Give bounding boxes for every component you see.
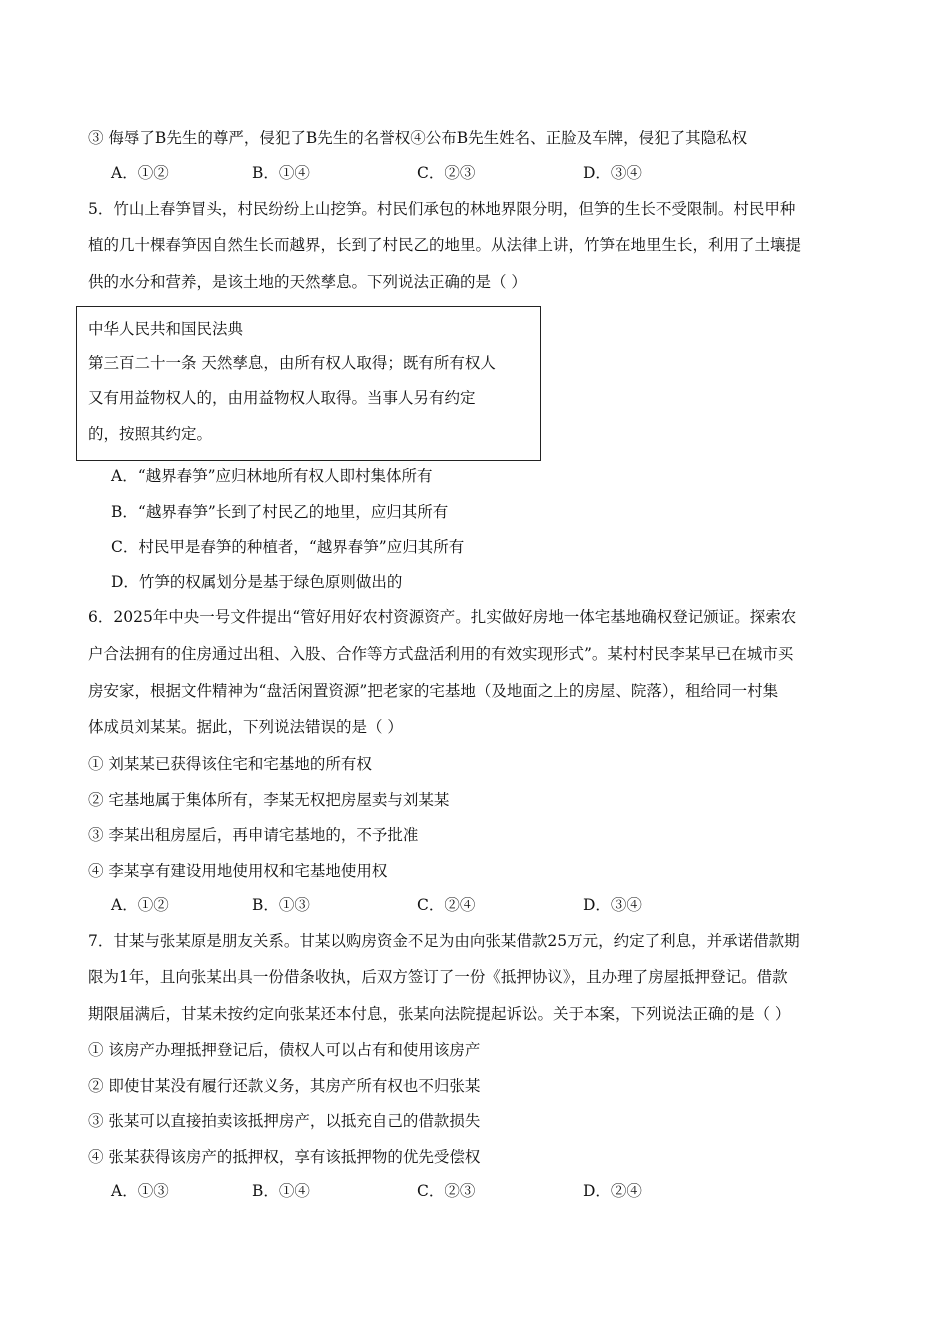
q5-stem-line-2: 植的几十棵春笋因自然生长而越界，长到了村民乙的地里。从法律上讲，竹笋在地里生长，利用了土壤提 xyxy=(88,236,802,254)
quote-line-3: 的，按照其约定。 xyxy=(88,425,213,443)
q7-statement-2: ② 即使甘某没有履行还款义务，其房产所有权也不归张某 xyxy=(88,1077,481,1095)
q4-statement-3-4: ③ 侮辱了B先生的尊严，侵犯了B先生的名誉权④公布B先生姓名、正脸及车牌，侵犯了其隐私权 xyxy=(88,129,748,147)
q7-option-b: B．①④ xyxy=(252,1182,310,1200)
q4-option-d: D．③④ xyxy=(583,164,642,182)
q7-stem-line-2: 限为1年，且向张某出具一份借条收执，后双方签订了一份《抵押协议》，且办理了房屋抵押登记。借款 xyxy=(88,968,788,986)
q6-option-b: B．①③ xyxy=(252,896,310,914)
q6-statement-3: ③ 李某出租房屋后，再申请宅基地的，不予批准 xyxy=(88,826,419,844)
q5-option-a: A．“越界春笋”应归林地所有权人即村集体所有 xyxy=(111,467,433,485)
quote-line-2: 又有用益物权人的，由用益物权人取得。当事人另有约定 xyxy=(88,389,476,407)
q7-statement-1: ① 该房产办理抵押登记后，债权人可以占有和使用该房产 xyxy=(88,1041,481,1059)
q6-stem-line-4: 体成员刘某某。据此，下列说法错误的是（ ） xyxy=(88,718,403,736)
q5-option-b: B．“越界春笋”长到了村民乙的地里，应归其所有 xyxy=(111,503,449,521)
q6-stem-line-1: 6．2025年中央一号文件提出“管好用好农村资源资产。扎实做好房地一体宅基地确权登记颁证。探索农 xyxy=(88,608,797,626)
q5-stem-line-3: 供的水分和营养，是该土地的天然孳息。下列说法正确的是（ ） xyxy=(88,273,527,291)
q4-option-a: A．①② xyxy=(111,164,169,182)
q6-stem-line-2: 户合法拥有的住房通过出租、入股、合作等方式盘活利用的有效实现形式”。某村村民李某早已在城市买 xyxy=(88,645,794,663)
q7-option-a: A．①③ xyxy=(111,1182,169,1200)
civil-code-quote-box xyxy=(76,306,541,461)
q5-option-c: C．村民甲是春笋的种植者，“越界春笋”应归其所有 xyxy=(111,538,465,556)
q6-option-a: A．①② xyxy=(111,896,169,914)
q6-option-d: D．③④ xyxy=(583,896,642,914)
q6-option-c: C．②④ xyxy=(417,896,476,914)
q7-stem-line-3: 期限届满后，甘某未按约定向张某还本付息，张某向法院提起诉讼。关于本案，下列说法正确的是（ ） xyxy=(88,1005,791,1023)
q7-option-c: C．②③ xyxy=(417,1182,476,1200)
q6-statement-2: ② 宅基地属于集体所有，李某无权把房屋卖与刘某某 xyxy=(88,791,450,809)
q7-statement-3: ③ 张某可以直接拍卖该抵押房产，以抵充自己的借款损失 xyxy=(88,1112,481,1130)
q6-statement-4: ④ 李某享有建设用地使用权和宅基地使用权 xyxy=(88,862,388,880)
q4-option-b: B．①④ xyxy=(252,164,310,182)
q7-option-d: D．②④ xyxy=(583,1182,642,1200)
q7-statement-4: ④ 张某获得该房产的抵押权，享有该抵押物的优先受偿权 xyxy=(88,1148,481,1166)
quote-line-1: 第三百二十一条 天然孳息，由所有权人取得；既有所有权人 xyxy=(88,354,496,372)
quote-title: 中华人民共和国民法典 xyxy=(88,320,244,338)
q5-stem-line-1: 5．竹山上春笋冒头，村民纷纷上山挖笋。村民们承包的林地界限分明，但笋的生长不受限制。村民甲种 xyxy=(88,200,796,218)
q4-option-c: C．②③ xyxy=(417,164,476,182)
q7-stem-line-1: 7．甘某与张某原是朋友关系。甘某以购房资金不足为由向张某借款25万元，约定了利息，并承诺借款期 xyxy=(88,932,800,950)
q6-stem-line-3: 房安家，根据文件精神为“盘活闲置资源”把老家的宅基地（及地面之上的房屋、院落），租给同一村集 xyxy=(88,682,779,700)
q5-option-d: D．竹笋的权属划分是基于绿色原则做出的 xyxy=(111,573,403,591)
q6-statement-1: ① 刘某某已获得该住宅和宅基地的所有权 xyxy=(88,755,372,773)
